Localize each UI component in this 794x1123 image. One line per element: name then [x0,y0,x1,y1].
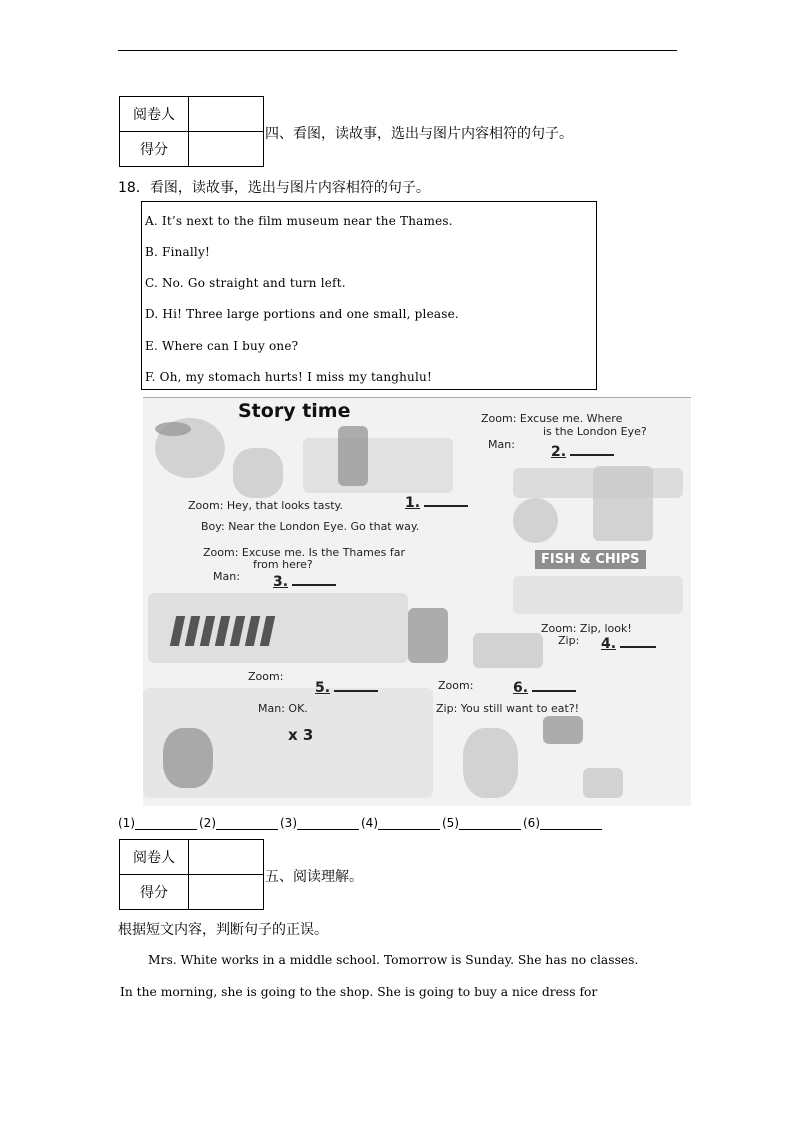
score-box-section4 [119,96,264,167]
option-e: E. Where can I buy one? [145,339,299,353]
score-label: 得分 [120,132,189,167]
answer-field-1[interactable] [135,817,197,830]
blank-4: 4. [601,636,656,652]
story-title: Story time [238,400,351,422]
zoom-line-3b: from here? [253,558,313,571]
score-box-section5 [119,839,264,910]
answer-field-2[interactable] [216,817,278,830]
answer-field-4[interactable] [378,817,440,830]
zoom-line-6: Zoom: [438,679,474,692]
blank-6: 6. [513,680,576,696]
answer-label-3: (3) [280,816,297,830]
zip-small-illustration [583,768,623,798]
section4-title: 四、看图，读故事，选出与图片内容相符的句子。 [265,126,573,142]
fish-chips-sign: FISH & CHIPS [535,550,646,569]
zip-line-4: Zip: [558,634,580,647]
blank-2: 2. [551,444,614,460]
answer-label-2: (2) [199,816,216,830]
times-three-label: x 3 [288,726,314,744]
score-field[interactable] [189,132,264,167]
answer-field-3[interactable] [297,817,359,830]
man-line-2: Man: [488,438,515,451]
boy-line: Boy: Near the London Eye. Go that way. [201,520,420,533]
reviewer-label: 阅卷人 [120,840,189,875]
man-line-3: Man: [213,570,240,583]
header-rule [118,50,677,51]
answer-label-1: (1) [118,816,135,830]
crosswalk-scene [148,593,408,663]
reviewer-label: 阅卷人 [120,97,189,132]
score-label: 得分 [120,875,189,910]
zoom-line-3a: Zoom: Excuse me. Is the Thames far [203,546,405,559]
question18-title: 18．看图，读故事，选出与图片内容相符的句子。 [118,180,430,196]
answer-blanks [118,816,604,830]
option-d: D. Hi! Three large portions and one small, please. [145,307,459,321]
zoom-line-4: Zoom: Zip, look! [541,622,632,635]
bench-illustration [303,438,453,493]
option-b: B. Finally! [145,245,210,259]
blank-3: 3. [273,574,336,590]
option-f: F. Oh, my stomach hurts! I miss my tanghulu! [145,370,432,384]
tanghulu-illustration [543,716,583,744]
story-picture [143,397,691,806]
answer-label-6: (6) [523,816,540,830]
bear-eating-illustration [163,728,213,788]
blank-5: 5. [315,680,378,696]
options-box [141,201,597,390]
zoom-line-2b: is the London Eye? [543,425,647,438]
passage-line-2: In the morning, she is going to the shop. She is going to buy a nice dress for [120,985,598,999]
section5-instruction: 根据短文内容，判断句子的正误。 [118,922,328,938]
answer-label-5: (5) [442,816,459,830]
answer-field-5[interactable] [459,817,521,830]
shop-counter-illustration [513,576,683,614]
answer-field-6[interactable] [540,817,602,830]
man-line-5: Man: OK. [258,702,308,715]
zip-illustration [473,633,543,668]
boy-illustration [338,426,368,486]
score-field[interactable] [189,875,264,910]
option-a: A. It’s next to the film museum near the Thames. [145,214,453,228]
reviewer-field[interactable] [189,840,264,875]
bear-illustration-3 [463,728,518,798]
zoom-line-5: Zoom: [248,670,284,683]
option-c: C. No. Go straight and turn left. [145,276,346,290]
section5-title: 五、阅读理解。 [265,869,363,885]
zoom-line-1: Zoom: Hey, that looks tasty. [188,499,343,512]
fish-icon [155,422,191,436]
man-pointing-illustration [408,608,448,663]
reviewer-field[interactable] [189,97,264,132]
zip-line-6: Zip: You still want to eat?! [436,702,580,715]
bear-illustration-2 [513,498,558,543]
man-illustration [593,466,653,541]
zoom-line-2a: Zoom: Excuse me. Where [481,412,623,425]
bear-illustration [233,448,283,498]
blank-1: 1. [405,495,468,511]
answer-label-4: (4) [361,816,378,830]
passage-line-1: Mrs. White works in a middle school. Tomorrow is Sunday. She has no classes. [148,953,639,967]
